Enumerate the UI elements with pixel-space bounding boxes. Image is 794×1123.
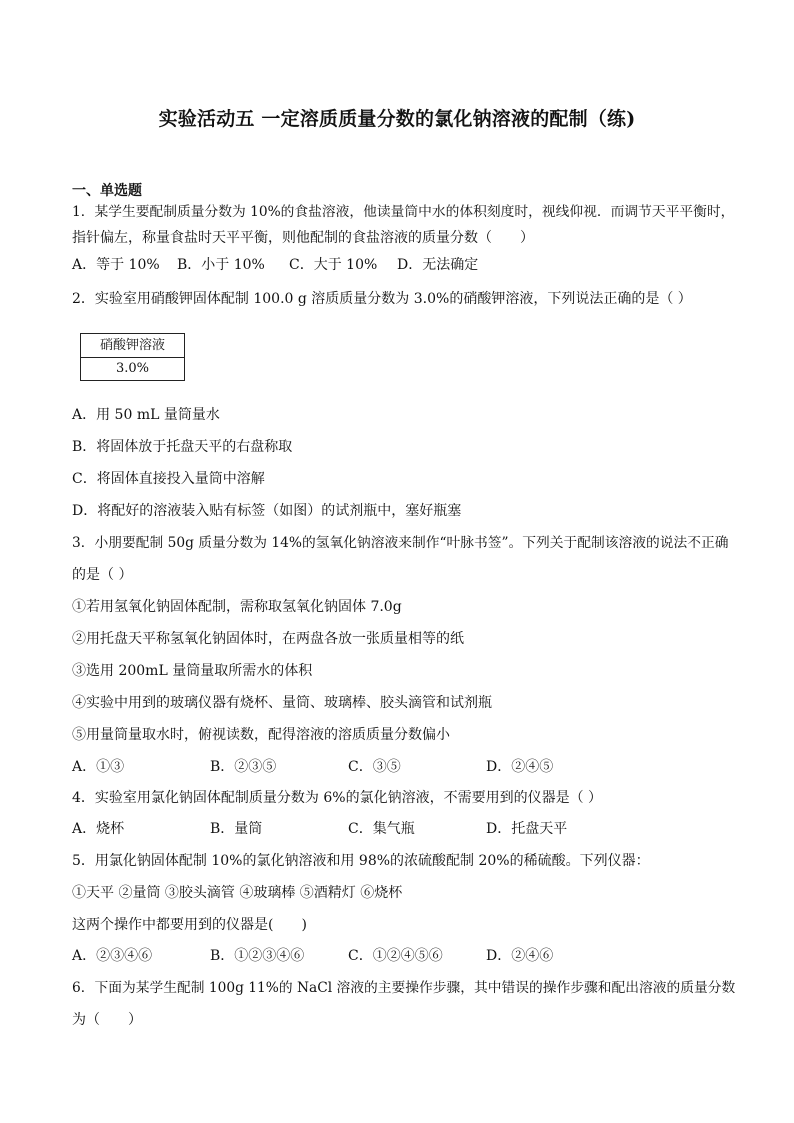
question-1-line-1: 1．某学生要配制质量分数为 10%的食盐溶液，他读量筒中水的体积刻度时，视线仰视．而调节天平平衡时， <box>72 204 735 220</box>
question-3-statement-1: ①若用氢氧化钠固体配制，需称取氢氧化钠固体 7.0g <box>72 599 402 615</box>
question-3-line-2: 的是（ ） <box>72 567 133 583</box>
question-5-option-a: A．②③④⑥ <box>72 948 153 964</box>
question-4-option-c: C．集气瓶 <box>348 821 415 837</box>
question-2-option-a: A．用 50 mL 量筒量水 <box>72 407 220 423</box>
question-6-line-2: 为（ ） <box>72 1012 142 1028</box>
question-1-option-b: B．小于 10% <box>177 257 265 273</box>
question-3-statement-4: ④实验中用到的玻璃仪器有烧杯、量筒、玻璃棒、胶头滴管和试剂瓶 <box>72 695 492 711</box>
section-heading: 一、单选题 <box>72 183 142 199</box>
question-5-instruments: ①天平 ②量筒 ③胶头滴管 ④玻璃棒 ⑤酒精灯 ⑥烧杯 <box>72 885 403 901</box>
question-3-option-b: B．②③⑤ <box>210 759 277 775</box>
question-1-option-a: A．等于 10% <box>72 257 160 273</box>
question-4-option-a: A．烧杯 <box>72 821 125 837</box>
question-2-line-1: 2．实验室用硝酸钾固体配制 100.0 g 溶质质量分数为 3.0%的硝酸钾溶液，下列说法正确的是（ ） <box>72 291 692 307</box>
question-3-statement-5: ⑤用量筒量取水时，俯视读数，配得溶液的溶质质量分数偏小 <box>72 727 450 743</box>
question-5-option-d: D．②④⑥ <box>486 948 554 964</box>
question-4-line-1: 4．实验室用氯化钠固体配制质量分数为 6%的氯化钠溶液，不需要用到的仪器是（ ） <box>72 790 603 806</box>
question-6-line-1: 6．下面为某学生配制 100g 11%的 NaCl 溶液的主要操作步骤，其中错误的操作步骤和配出溶液的质量分数 <box>72 980 736 996</box>
question-2-option-d: D．将配好的溶液装入贴有标签（如图）的试剂瓶中，塞好瓶塞 <box>72 503 462 519</box>
reagent-label-value: 3.0% <box>115 361 150 376</box>
question-5-line-1: 5．用氯化钠固体配制 10%的氯化钠溶液和用 98%的浓硫酸配制 20%的稀硫酸。下列仪器： <box>72 853 650 869</box>
question-2-option-b: B．将固体放于托盘天平的右盘称取 <box>72 439 293 455</box>
question-2-option-c: C．将固体直接投入量筒中溶解 <box>72 471 265 487</box>
question-3-option-a: A．①③ <box>72 759 125 775</box>
question-1-option-d: D．无法确定 <box>397 257 479 273</box>
question-3-line-1: 3．小朋要配制 50g 质量分数为 14%的氢氧化钠溶液来制作“叶脉书签”。下列关于配制该溶液的说法不正确 <box>72 535 729 551</box>
reagent-label-name: 硝酸钾溶液 <box>81 334 184 358</box>
question-3-option-d: D．②④⑤ <box>486 759 554 775</box>
question-3-option-c: C．③⑤ <box>348 759 401 775</box>
question-4-option-d: D．托盘天平 <box>486 821 568 837</box>
question-3-statement-3: ③选用 200mL 量筒量取所需水的体积 <box>72 663 313 679</box>
question-3-statement-2: ②用托盘天平称氢氧化钠固体时，在两盘各放一张质量相等的纸 <box>72 631 464 647</box>
reagent-label-figure <box>80 333 185 381</box>
question-4-option-b: B．量筒 <box>210 821 263 837</box>
question-5-option-c: C．①②④⑤⑥ <box>348 948 443 964</box>
question-5-line-3: 这两个操作中都要用到的仪器是( ) <box>72 917 307 933</box>
question-1-option-c: C．大于 10% <box>289 257 378 273</box>
question-1-line-2: 指针偏左，称量食盐时天平平衡，则他配制的食盐溶液的质量分数（ ） <box>72 230 534 246</box>
page-title: 实验活动五 一定溶质质量分数的氯化钠溶液的配制（练) <box>158 108 636 130</box>
question-5-option-b: B．①②③④⑥ <box>210 948 305 964</box>
